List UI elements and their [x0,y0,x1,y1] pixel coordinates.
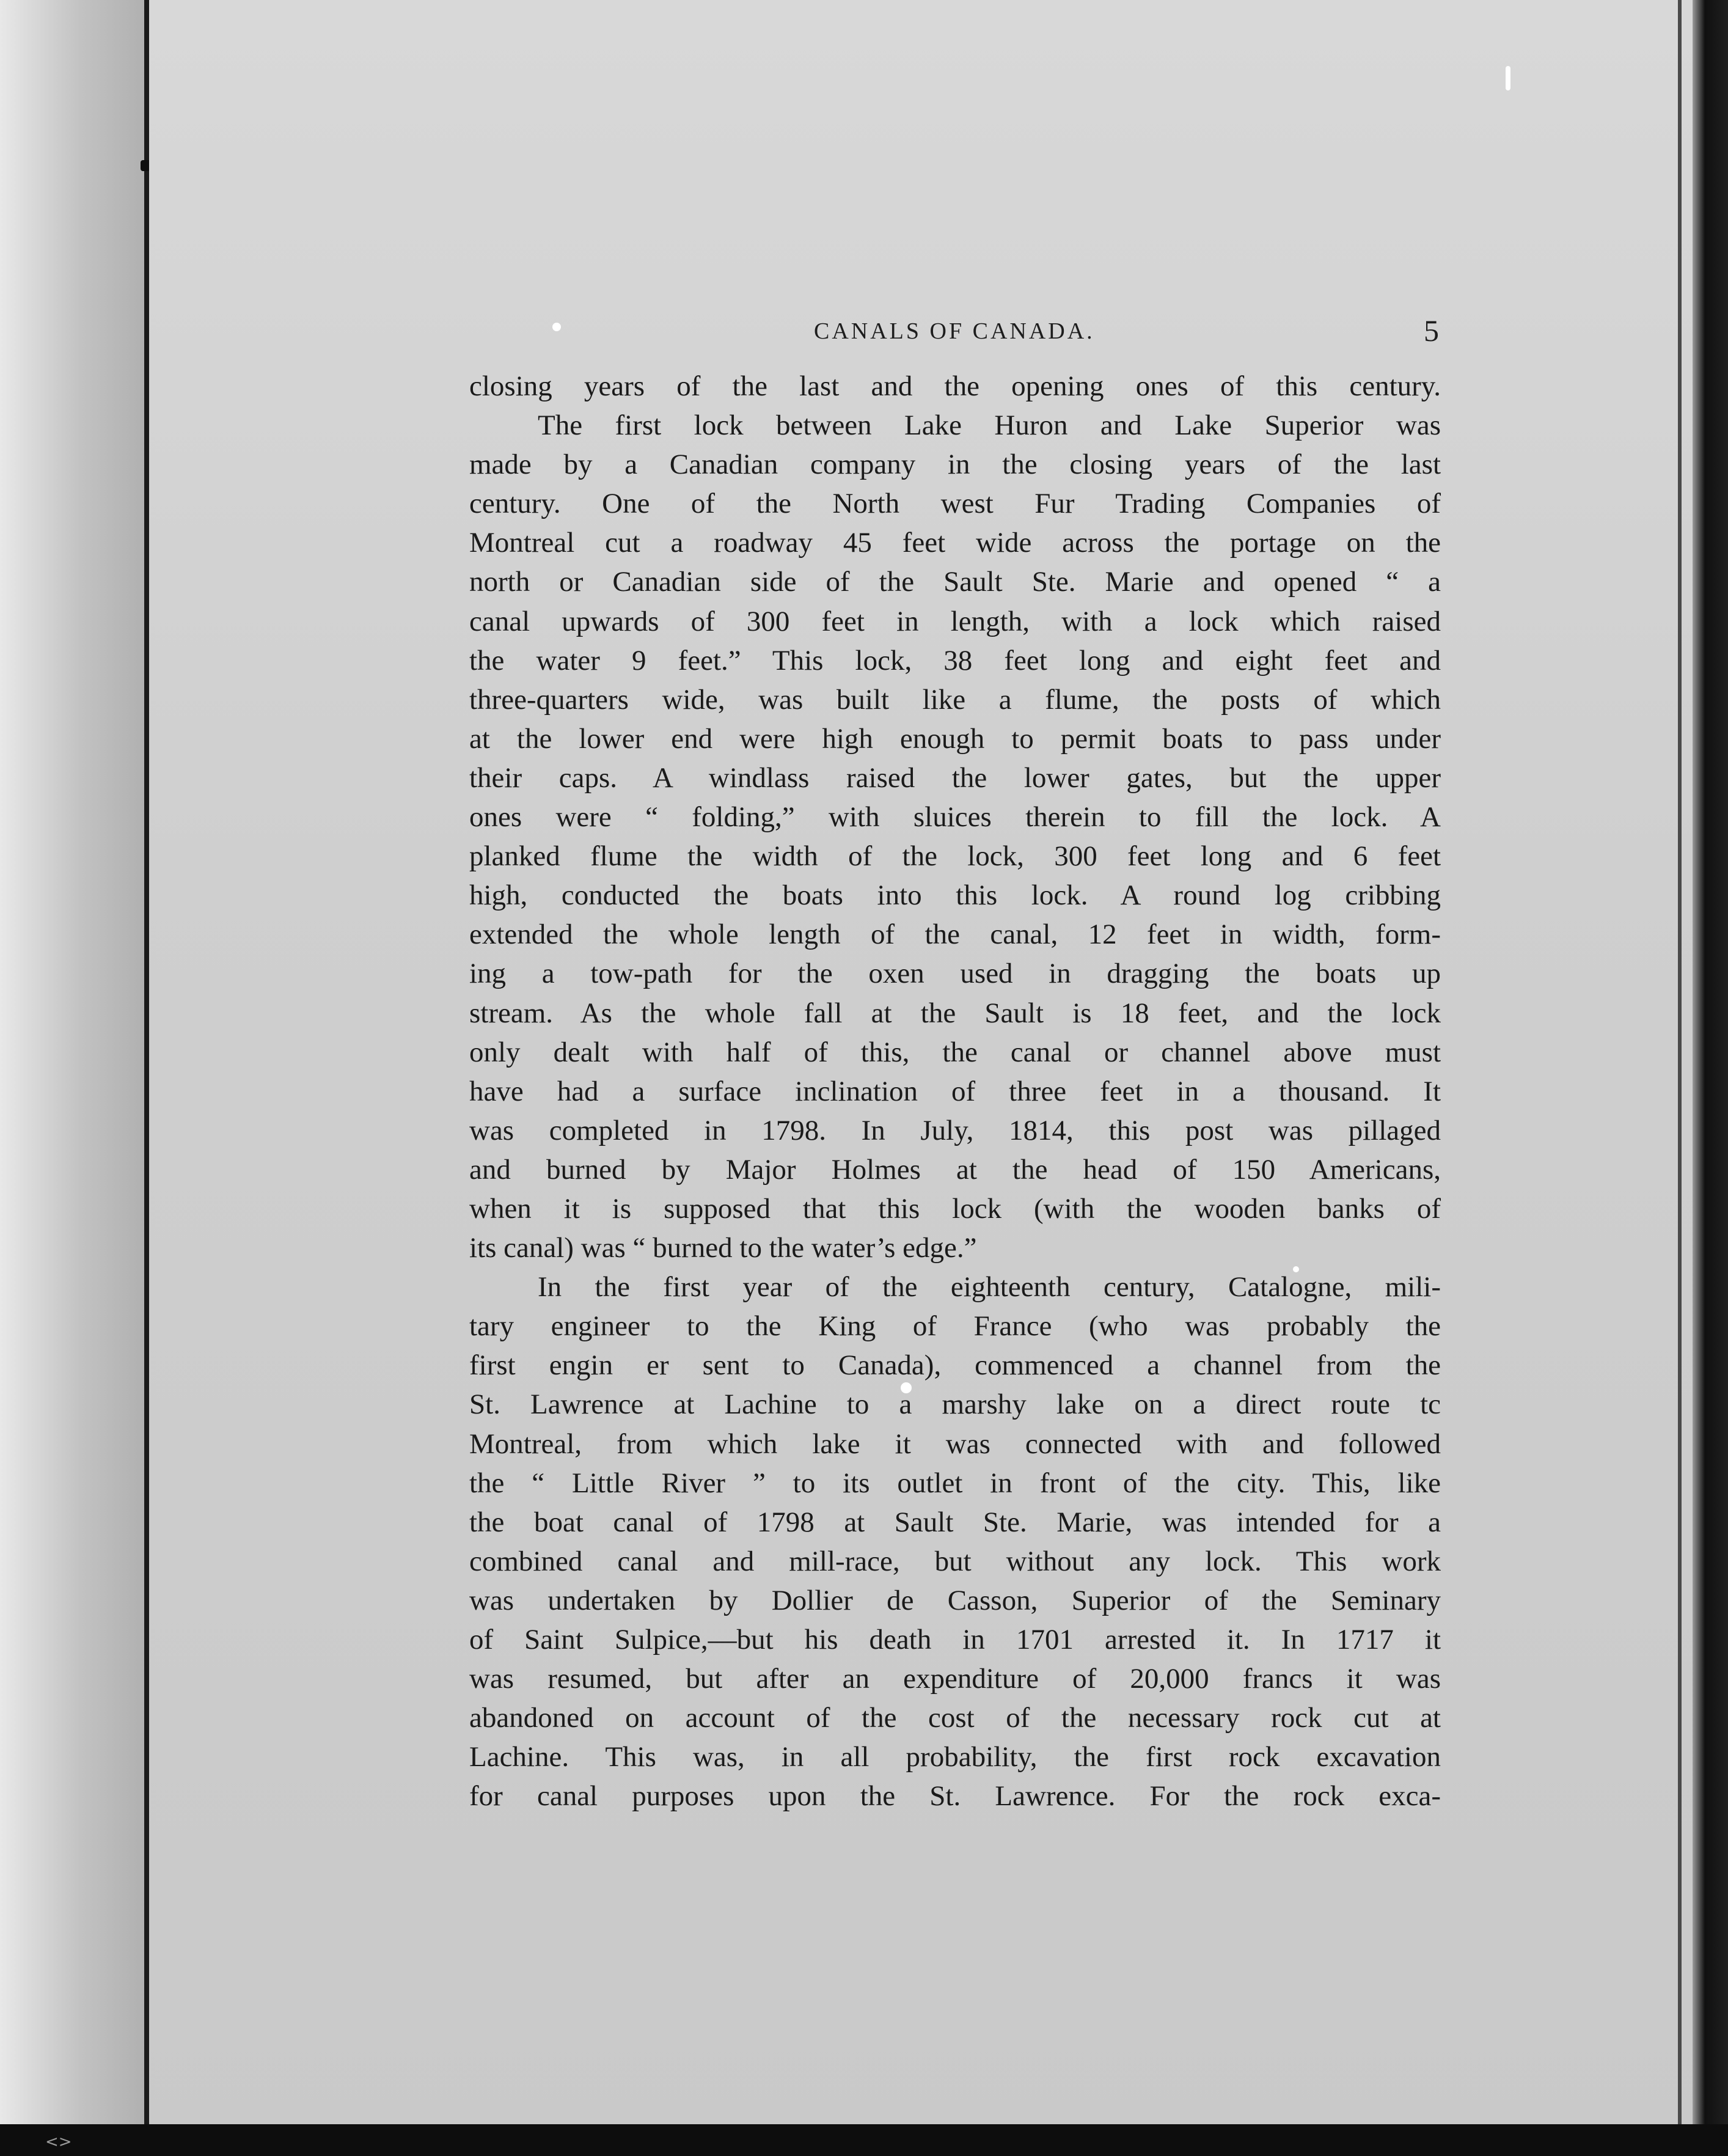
text-line: have had a surface inclination of three feet in a thousand. It [469,1075,1441,1107]
text-line: Montreal, from which lake it was connected with and followed [469,1428,1441,1460]
facing-page-margin [0,0,147,2156]
text-line: Lachine. This was, in all probability, the first rock excavation [469,1741,1441,1773]
text-line: was resumed, but after an expenditure of 20,000 francs it was [469,1663,1441,1695]
text-line: north or Canadian side of the Sault Ste. Marie and opened “ a [469,566,1441,598]
text-line: when it is supposed that this lock (with the wooden banks of [469,1192,1441,1225]
text-line: the “ Little River ” to its outlet in front of the city. This, like [469,1467,1441,1499]
text-line: ing a tow-path for the oxen used in dragging the boats up [469,958,1441,990]
running-head-title: CANALS OF CANADA. [814,318,1095,344]
text-line: In the first year of the eighteenth century, Catalogne, mili- [538,1271,1441,1304]
text-line: made by a Canadian company in the closing years of the last [469,449,1441,481]
text-line: the boat canal of 1798 at Sault Ste. Marie, was intended for a [469,1506,1441,1538]
text-line: stream. As the whole fall at the Sault is 18 feet, and the lock [469,997,1441,1029]
scan-speck [1506,66,1510,90]
text-line: and burned by Major Holmes at the head of 150 Americans, [469,1153,1441,1186]
text-line: St. Lawrence at Lachine to a marshy lake on a direct route tc [469,1388,1441,1421]
text-line: planked flume the width of the lock, 300 feet long and 6 feet [469,840,1441,873]
text-line: their caps. A windlass raised the lower gates, but the upper [469,761,1441,794]
text-line: closing years of the last and the opening ones of this century. [469,370,1441,402]
text-line: combined canal and mill-race, but without any lock. This work [469,1545,1441,1577]
text-line: of Saint Sulpice,—but his death in 1701 arrested it. In 1717 it [469,1624,1441,1656]
page-right-edge [1693,0,1728,2156]
text-line: abandoned on account of the cost of the necessary rock cut at [469,1702,1441,1734]
text-line: high, conducted the boats into this lock. A round log cribbing [469,879,1441,912]
text-line: the water 9 feet.” This lock, 38 feet long and eight feet and [469,644,1441,676]
scan-corner-mark: <> [45,2133,72,2151]
text-line: extended the whole length of the canal, 12 feet in width, form- [469,919,1441,951]
text-line: Montreal cut a roadway 45 feet wide across the portage on the [469,527,1441,559]
text-line: at the lower end were high enough to permit boats to pass under [469,722,1441,755]
page-number: 5 [1424,314,1439,348]
text-line: only dealt with half of this, the canal or channel above must [469,1036,1441,1068]
text-line: its canal) was “ burned to the water’s edge.” [469,1232,977,1264]
text-line: for canal purposes upon the St. Lawrence. For the rock exca- [469,1780,1441,1813]
text-line: The first lock between Lake Huron and Lake Superior was [538,409,1441,442]
text-line: canal upwards of 300 feet in length, with a lock which raised [469,605,1441,637]
text-line: century. One of the North west Fur Trading Companies of [469,488,1441,520]
text-line: first engin er sent to Canada), commenced a channel from the [469,1349,1441,1382]
text-line: ones were “ folding,” with sluices therein to fill the lock. A [469,801,1441,834]
scan-bottom-border [0,2124,1728,2156]
page-edge-line [1678,0,1682,2156]
body-text [469,367,1441,1816]
text-line: three-quarters wide, was built like a flume, the posts of which [469,683,1441,716]
text-line: tary engineer to the King of France (who was probably the [469,1310,1441,1343]
scan-speck [552,323,561,331]
text-line: was completed in 1798. In July, 1814, this post was pillaged [469,1114,1441,1146]
text-line: was undertaken by Dollier de Casson, Superior of the Seminary [469,1584,1441,1616]
binding-gutter [144,0,149,2156]
